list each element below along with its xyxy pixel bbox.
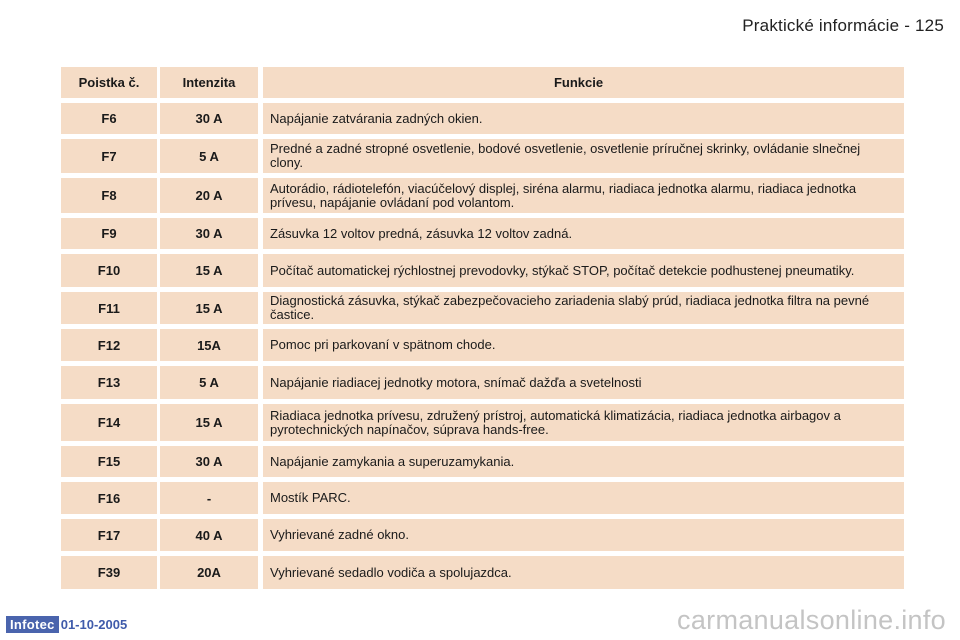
table-row	[61, 329, 904, 361]
current-cell: 15 A	[160, 292, 258, 324]
table-row	[61, 139, 904, 173]
table-row	[61, 218, 904, 249]
function-cell: Autorádio, rádiotelefón, viacúčelový displej, siréna alarmu, riadiaca jednotka alarmu, riadiaca jednotka prívesu, napájanie ovládaní pod volantom.	[263, 178, 904, 213]
function-cell: Napájanie riadiacej jednotky motora, snímač dažďa a svetelnosti	[263, 366, 904, 399]
column-header-functions: Funkcie	[263, 67, 904, 98]
fuse-cell: F16	[61, 482, 157, 514]
table-row	[61, 482, 904, 514]
function-cell: Riadiaca jednotka prívesu, združený prístroj, automatická klimatizácia, riadiaca jednotka airbagov a pyrotechnických napínačov, súprava hands-free.	[263, 404, 904, 441]
fuse-cell: F15	[61, 446, 157, 477]
fuse-cell: F9	[61, 218, 157, 249]
function-cell: Zásuvka 12 voltov predná, zásuvka 12 voltov zadná.	[263, 218, 904, 249]
function-cell: Diagnostická zásuvka, stýkač zabezpečovacieho zariadenia slabý prúd, riadiaca jednotka filtra na pevné častice.	[263, 292, 904, 324]
current-cell: 20 A	[160, 178, 258, 213]
current-cell: 30 A	[160, 446, 258, 477]
current-cell: -	[160, 482, 258, 514]
page-title: Praktické informácie - 125	[742, 16, 944, 35]
fuse-cell: F6	[61, 103, 157, 134]
table-row	[61, 292, 904, 324]
fuse-cell: F12	[61, 329, 157, 361]
function-cell: Pomoc pri parkovaní v spätnom chode.	[263, 329, 904, 361]
current-cell: 30 A	[160, 103, 258, 134]
fuse-cell: F11	[61, 292, 157, 324]
current-cell: 5 A	[160, 139, 258, 173]
current-cell: 15A	[160, 329, 258, 361]
column-header-current: Intenzita	[160, 67, 258, 98]
fuse-cell: F14	[61, 404, 157, 441]
function-cell: Napájanie zamykania a superuzamykania.	[263, 446, 904, 477]
fuse-cell: F7	[61, 139, 157, 173]
current-cell: 15 A	[160, 404, 258, 441]
table-row	[61, 519, 904, 551]
table-row	[61, 366, 904, 399]
current-cell: 40 A	[160, 519, 258, 551]
table-row	[61, 446, 904, 477]
function-cell: Napájanie zatvárania zadných okien.	[263, 103, 904, 134]
fuse-table	[61, 67, 904, 594]
column-header-fuse: Poistka č.	[61, 67, 157, 98]
table-row	[61, 178, 904, 213]
current-cell: 15 A	[160, 254, 258, 287]
function-cell: Počítač automatickej rýchlostnej prevodovky, stýkač STOP, počítač detekcie podhustenej pneumatiky.	[263, 254, 904, 287]
current-cell: 30 A	[160, 218, 258, 249]
function-cell: Vyhrievané zadné okno.	[263, 519, 904, 551]
table-row	[61, 404, 904, 441]
table-header-row	[61, 67, 904, 98]
fuse-cell: F8	[61, 178, 157, 213]
table-row	[61, 556, 904, 589]
function-cell: Mostík PARC.	[263, 482, 904, 514]
print-date: 01-10-2005	[60, 617, 128, 632]
watermark: carmanualsonline.info	[677, 605, 946, 635]
table-row	[61, 103, 904, 134]
fuse-cell: F39	[61, 556, 157, 589]
function-cell: Predné a zadné stropné osvetlenie, bodové osvetlenie, osvetlenie príručnej skrinky, ovládanie slnečnej clony.	[263, 139, 904, 173]
current-cell: 20A	[160, 556, 258, 589]
table-row	[61, 254, 904, 287]
function-cell: Vyhrievané sedadlo vodiča a spolujazdca.	[263, 556, 904, 589]
infotec-logo: Infotec	[6, 616, 59, 633]
footer	[6, 616, 127, 633]
fuse-cell: F10	[61, 254, 157, 287]
fuse-cell: F17	[61, 519, 157, 551]
current-cell: 5 A	[160, 366, 258, 399]
fuse-cell: F13	[61, 366, 157, 399]
